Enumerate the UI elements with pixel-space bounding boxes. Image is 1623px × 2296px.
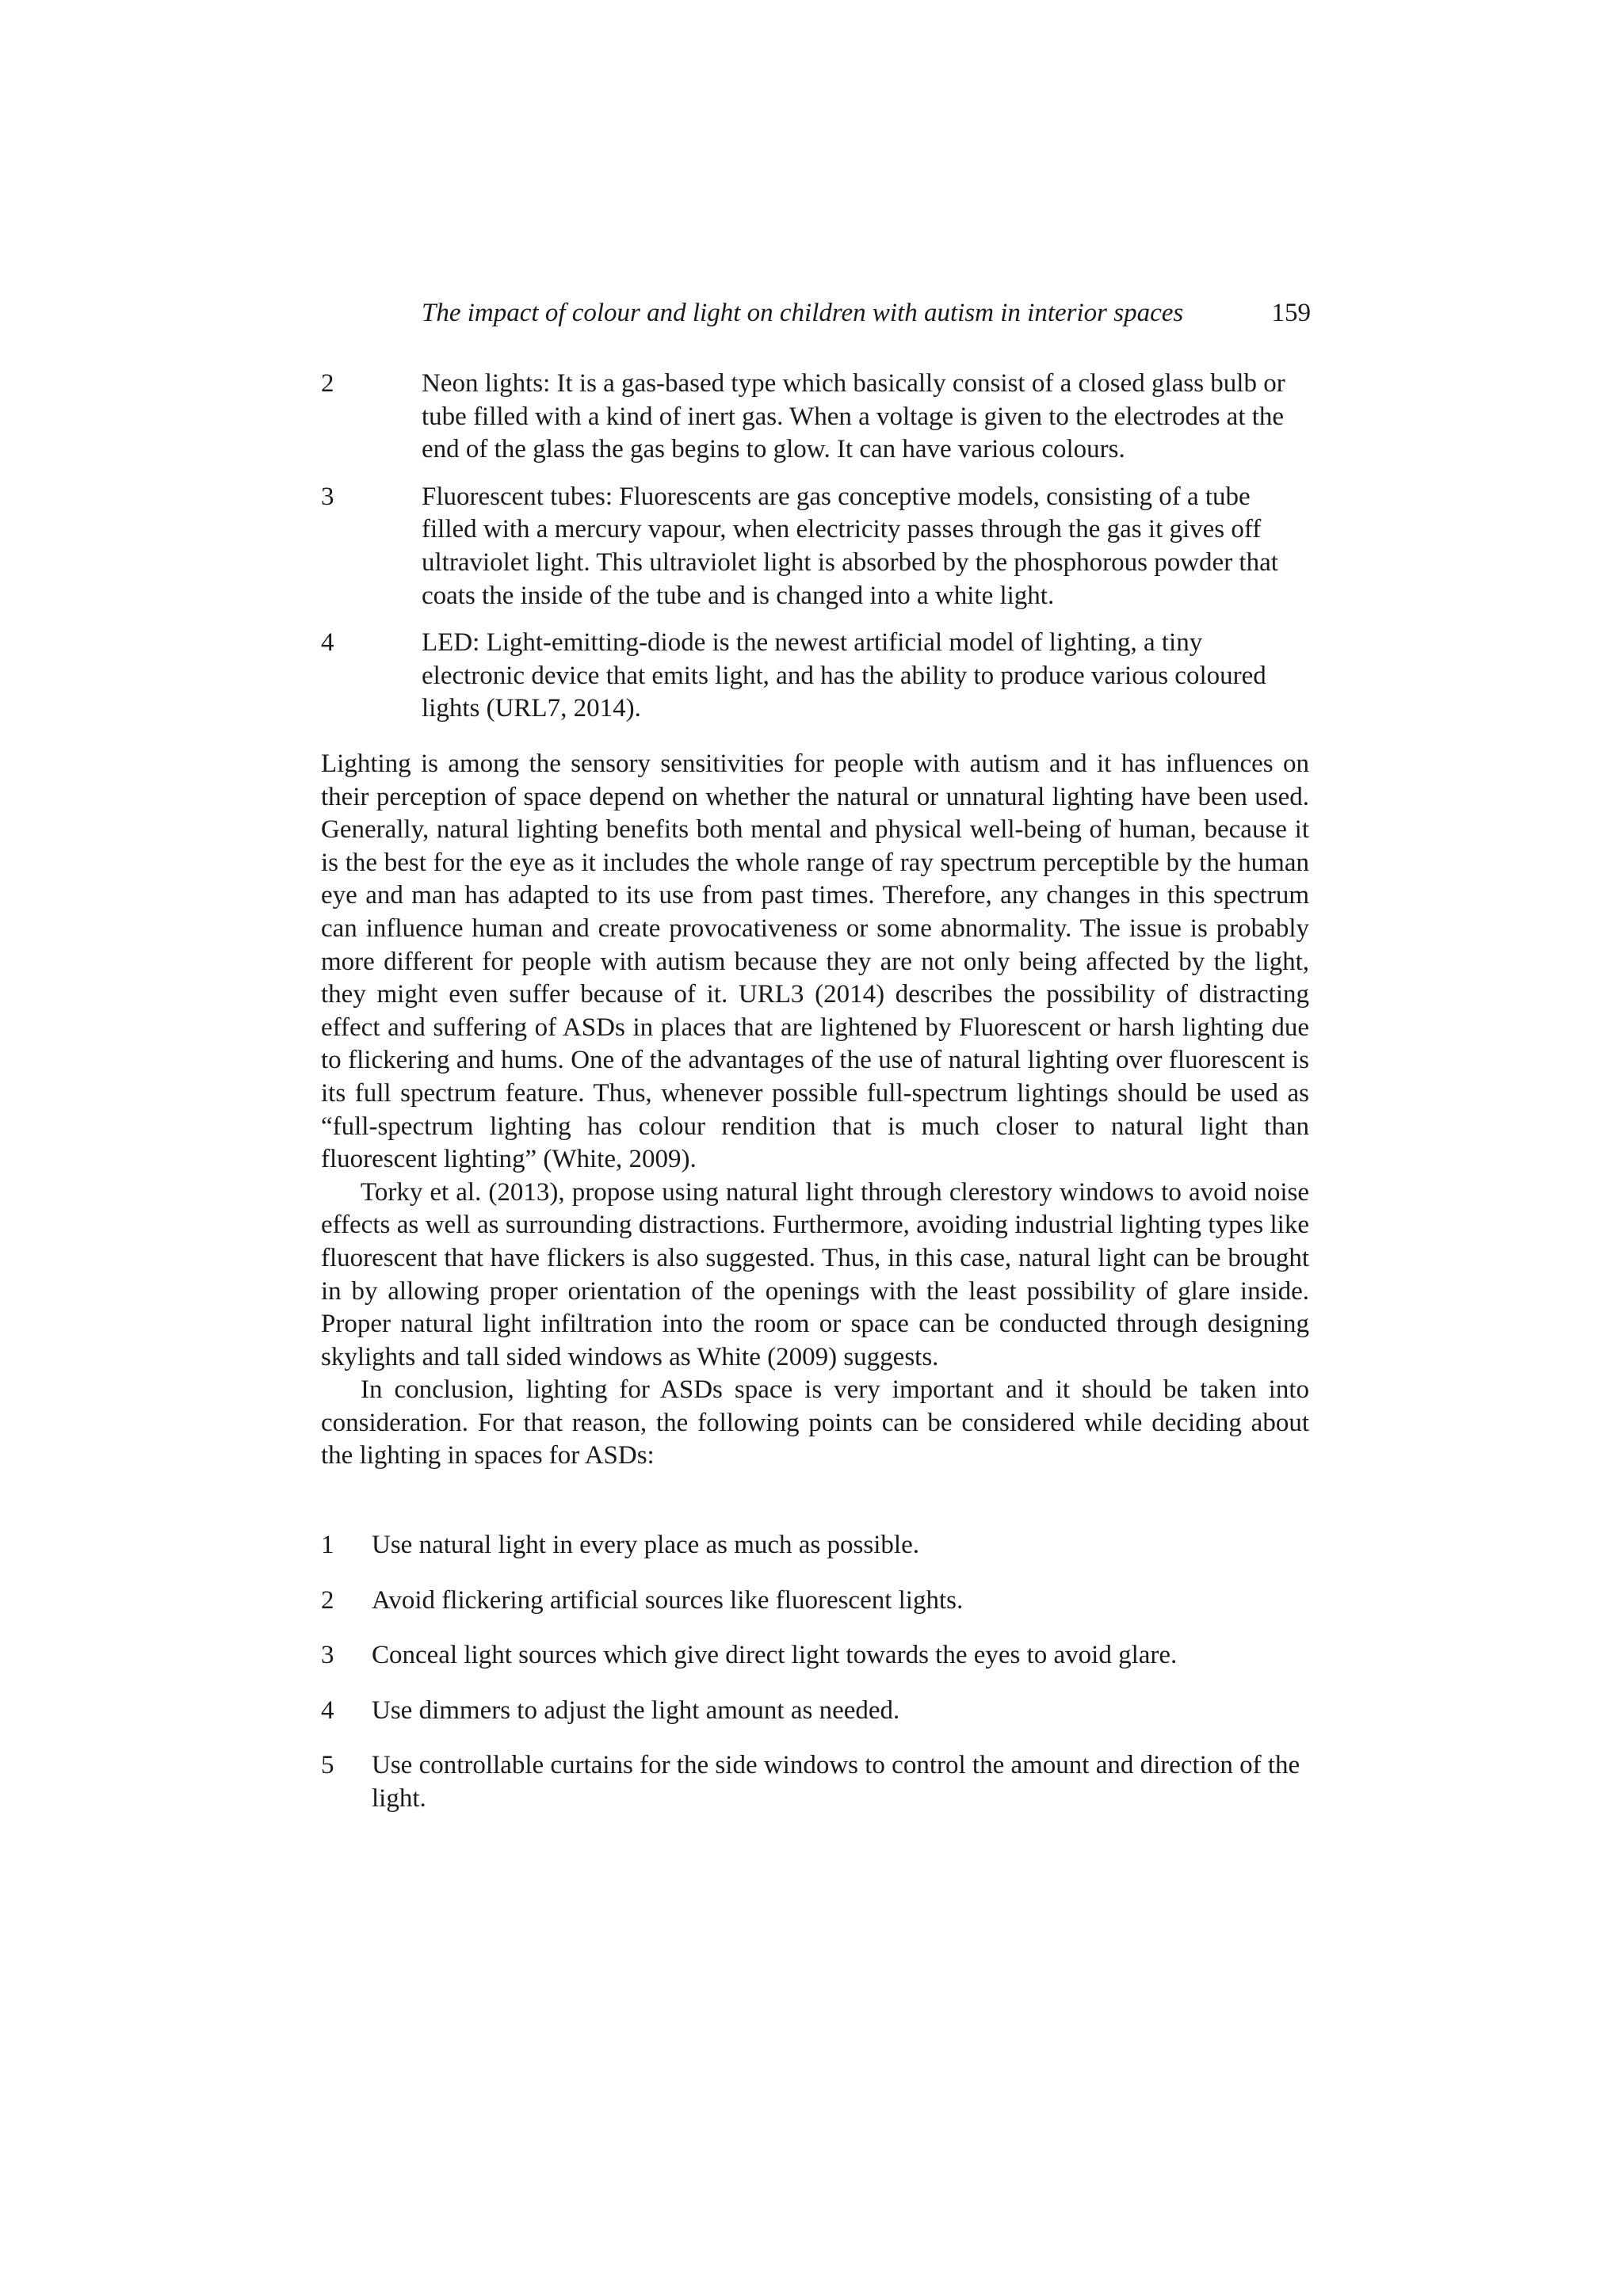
list-item-number: 3 xyxy=(321,482,334,511)
paragraph: Lighting is among the sensory sensitivities for people with autism and it has influences on their perception of space depend on whether the natural or unnatural lighting have been used. Generally, natural lighting benefits both mental and physical well-being of human, because it is the best for the eye as it includes the whole range of ray spectrum perceptible by the human eye and man has adapted to its use from past times. Therefore, any changes in this spectrum can influence human and create provocativeness or some abnormality. The issue is probably more different for people with autism because they are not only being affected by the light, they might even suffer because of it. URL3 (2014) describes the possibility of distracting effect and suffering of ASDs in places that are lightened by Fluorescent or harsh lighting due to flickering and hums. One of the advantages of the use of natural lighting over fluorescent is its full spectrum feature. Thus, whenever possible full-spectrum lightings should be used as “full-spectrum lighting has colour rendition that is much closer to natural light than fluorescent lighting” (White, 2009). xyxy=(321,749,1309,1174)
list-item-text: LED: Light-emitting-diode is the newest artificial model of lighting, a tiny electronic device that emits light, and has the ability to produce various coloured lights (URL7, 2014). xyxy=(422,628,1266,723)
list-item-text: Use controllable curtains for the side windows to control the amount and direction of the light. xyxy=(372,1751,1300,1813)
list-item-number: 4 xyxy=(321,628,334,658)
list-item-text: Neon lights: It is a gas-based type which basically consist of a closed glass bulb or tube filled with a kind of inert gas. When a voltage is given to the electrodes at the end of the glass the gas begins to glow. It can have various colours. xyxy=(422,369,1285,464)
list-item xyxy=(321,1639,1309,1672)
list-item xyxy=(321,368,1309,467)
list-item xyxy=(321,1749,1309,1815)
list-item-number: 2 xyxy=(321,369,334,398)
list-item-number: 4 xyxy=(321,1695,334,1725)
list-item-number: 5 xyxy=(321,1751,334,1780)
list-item xyxy=(321,627,1309,726)
list-item-text: Fluorescent tubes: Fluorescents are gas conceptive models, consisting of a tube filled with a mercury vapour, when electricity passes through the gas it gives off ultraviolet light. This ultraviolet light is absorbed by the phosphorous powder that coats the inside of the tube and is changed into a white light. xyxy=(422,482,1278,610)
lighting-types-list xyxy=(321,368,1309,740)
paragraph: Torky et al. (2013), propose using natural light through clerestory windows to avoid noise effects as well as surrounding distractions. Furthermore, avoiding industrial lighting types like fluorescent that have flickers is also suggested. Thus, in this case, natural light can be brought in by allowing proper orientation of the openings with the least possibility of glare inside. Proper natural light infiltration into the room or space can be conducted through designing skylights and tall sided windows as White (2009) suggests. xyxy=(321,1177,1309,1371)
list-item xyxy=(321,481,1309,612)
paragraph: In conclusion, lighting for ASDs space is very important and it should be taken into consideration. For that reason, the following points can be considered while deciding about the lighting in spaces for ASDs: xyxy=(321,1375,1309,1470)
list-item-text: Use dimmers to adjust the light amount as needed. xyxy=(372,1695,900,1725)
list-item-text: Avoid flickering artificial sources like fluorescent lights. xyxy=(372,1585,964,1615)
running-title: The impact of colour and light on children with autism in interior spaces xyxy=(422,299,1184,327)
list-item-number: 2 xyxy=(321,1585,334,1615)
list-item xyxy=(321,1695,1309,1728)
list-item xyxy=(321,1529,1309,1562)
body-text xyxy=(321,748,1309,1473)
lighting-recommendations-list xyxy=(321,1529,1309,1838)
list-item-number: 1 xyxy=(321,1531,334,1559)
list-item-text: Use natural light in every place as much as possible. xyxy=(372,1531,919,1559)
list-item xyxy=(321,1585,1309,1618)
page-number: 159 xyxy=(1271,299,1311,327)
list-item-text: Conceal light sources which give direct light towards the eyes to avoid glare. xyxy=(372,1641,1178,1670)
list-item-number: 3 xyxy=(321,1641,334,1670)
running-header xyxy=(422,293,1311,333)
